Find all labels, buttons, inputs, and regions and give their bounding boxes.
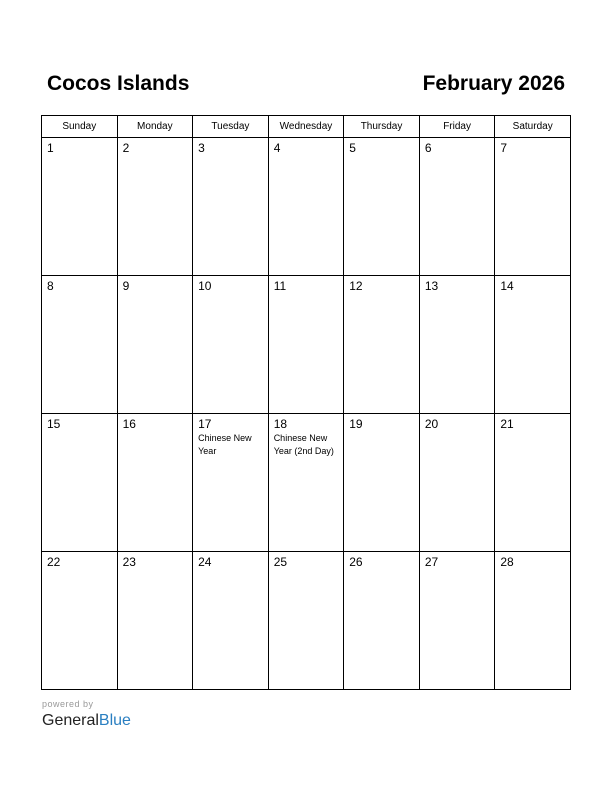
day-cell[interactable] [344,414,420,552]
day-cell[interactable] [117,414,193,552]
day-number: 14 [500,279,514,293]
day-cell[interactable] [344,276,420,414]
day-number: 2 [122,141,130,155]
footer-branding [42,699,131,731]
day-cell[interactable] [344,552,420,690]
weekday-header: Thursday [344,116,420,138]
day-number: 19 [349,417,363,431]
day-number: 20 [424,417,439,431]
weekday-header: Wednesday [268,116,344,138]
day-cell[interactable] [268,414,344,552]
day-number: 25 [273,555,288,569]
day-number: 18 [273,417,288,431]
day-number: 7 [500,141,508,155]
day-number: 28 [500,555,514,569]
brand-name-part2: Blue [98,712,131,729]
day-cell[interactable] [42,138,118,276]
day-cell[interactable] [42,552,118,690]
weekday-header: Monday [117,116,193,138]
weekday-header: Friday [419,116,495,138]
day-cell[interactable] [193,414,269,552]
country-title: Cocos Islands [47,72,190,95]
day-cell[interactable] [268,552,344,690]
day-cell[interactable] [117,552,193,690]
week-row [42,552,571,690]
day-number: 21 [500,417,514,431]
day-number: 17 [198,417,212,431]
weekday-header: Saturday [495,116,571,138]
day-cell[interactable] [344,138,420,276]
day-cell[interactable] [117,138,193,276]
day-cell[interactable] [193,276,269,414]
day-number: 23 [122,555,136,569]
day-number: 6 [424,141,432,155]
day-cell[interactable] [268,138,344,276]
day-cell[interactable] [117,276,193,414]
week-row [42,276,571,414]
holiday-label: Chinese New Year [198,433,252,456]
day-cell[interactable] [42,414,118,552]
month-title: February 2026 [422,72,565,95]
day-number: 11 [273,279,287,293]
day-number: 27 [424,555,439,569]
day-cell[interactable] [495,552,571,690]
day-number: 8 [47,279,54,293]
day-number: 15 [47,417,61,431]
week-row [42,138,571,276]
day-number: 13 [424,279,439,293]
day-cell[interactable] [495,138,571,276]
week-row [42,414,571,552]
day-cell[interactable] [495,276,571,414]
day-cell[interactable] [419,138,495,276]
day-number: 5 [349,141,356,155]
holiday-label: Chinese New Year (2nd Day) [273,433,334,456]
weekday-header: Tuesday [193,116,269,138]
day-number: 10 [198,279,212,293]
day-number: 9 [122,279,130,293]
day-cell[interactable] [193,552,269,690]
calendar-grid [41,115,571,690]
day-number: 26 [349,555,363,569]
weekday-header: Sunday [42,116,118,138]
day-number: 24 [198,555,212,569]
day-cell[interactable] [42,276,118,414]
day-cell[interactable] [419,276,495,414]
day-cell[interactable] [268,276,344,414]
weekday-header-row [42,116,571,138]
day-number: 4 [273,141,281,155]
brand-name-part1: General [42,712,99,729]
day-number: 12 [349,279,363,293]
day-number: 1 [47,141,54,155]
day-number: 22 [47,555,61,569]
day-cell[interactable] [193,138,269,276]
day-cell[interactable] [419,552,495,690]
day-cell[interactable] [419,414,495,552]
calendar-header [47,70,565,100]
day-cell[interactable] [495,414,571,552]
brand-logo[interactable] [42,711,131,731]
day-number: 3 [198,141,205,155]
powered-by-text: powered by [42,699,94,709]
day-number: 16 [122,417,136,431]
